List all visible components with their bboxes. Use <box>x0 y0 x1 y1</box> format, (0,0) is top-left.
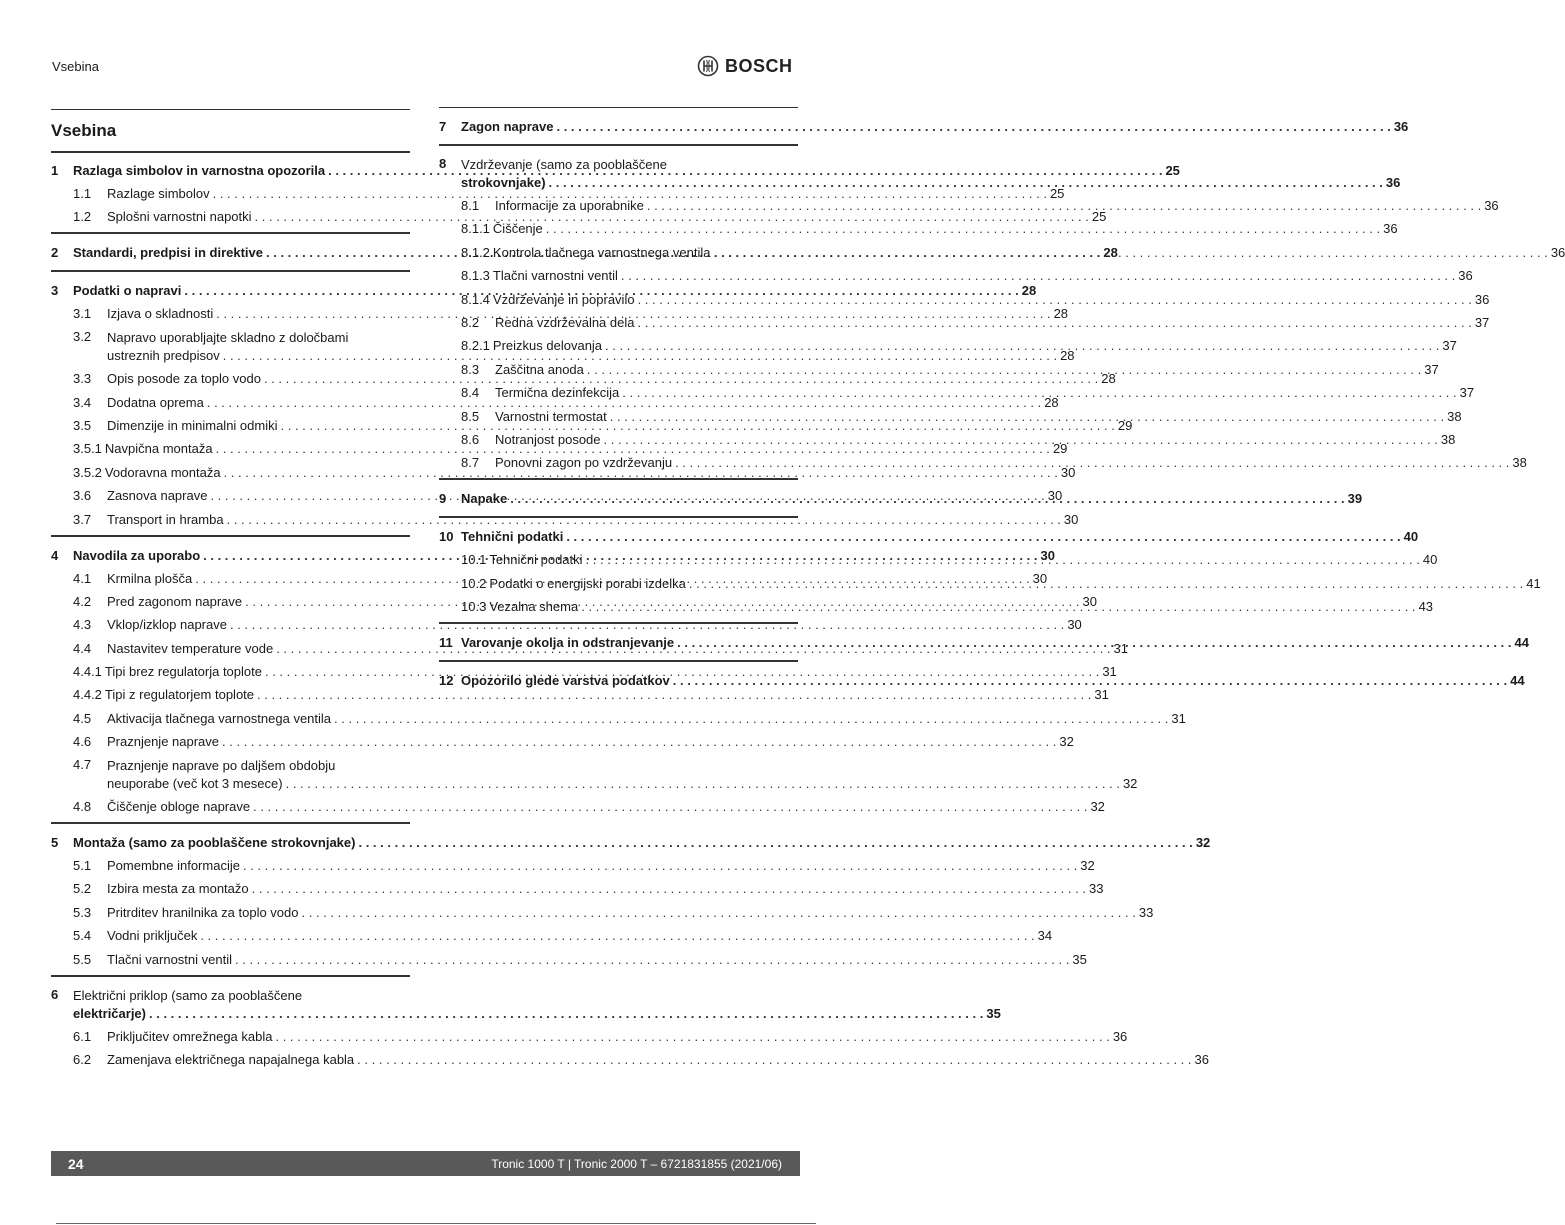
dot-leader <box>621 267 1455 285</box>
dot-leader <box>149 1005 983 1023</box>
entry-number: 5.4 <box>73 928 92 944</box>
section-divider <box>439 516 798 518</box>
toc-section <box>51 822 1211 969</box>
entry-title-continued: električarje) <box>73 1005 146 1021</box>
dot-leader <box>675 454 1509 472</box>
section-divider <box>51 232 410 234</box>
entry-number: 10.1 <box>461 552 487 568</box>
entry-title: Opozorilo glede varstva podatkov <box>461 673 670 689</box>
entry-number: 8.4 <box>461 385 480 401</box>
entry-number: 8.1 <box>461 198 480 213</box>
dot-leader <box>275 1028 1109 1046</box>
section-divider <box>439 478 798 480</box>
entry-title: Zamenjava električnega napajalnega kabla <box>107 1051 355 1067</box>
dot-leader <box>546 220 1380 238</box>
entry-title: Tlačni varnostni ventil <box>107 951 232 967</box>
entry-number: 3.1 <box>73 306 92 322</box>
entry-number: 3.2 <box>73 328 92 344</box>
entry-title: Vzdrževanje (samo za pooblaščene <box>461 157 667 172</box>
bosch-armature-icon <box>697 55 719 77</box>
entry-page: 30 <box>1040 547 1055 563</box>
entry-title: Navodila za uporabo <box>73 547 201 563</box>
entry-number: 8.1.4 <box>461 291 490 307</box>
entry-page: 28 <box>1101 371 1116 387</box>
entry-number: 4.3 <box>73 617 92 633</box>
entry-title: Zasnova naprave <box>107 488 208 504</box>
entry-number: 3.5.2 <box>73 464 102 480</box>
entry-page: 30 <box>1067 617 1082 633</box>
dot-leader <box>200 927 1034 945</box>
entry-title: Priključitev omrežnega kabla <box>107 1028 273 1044</box>
entry-page: 40 <box>1403 529 1419 545</box>
dot-leader <box>549 174 1383 192</box>
entry-page: 31 <box>1102 664 1117 680</box>
dot-leader <box>647 197 1481 215</box>
entry-number: 4.5 <box>73 710 92 726</box>
entry-title: Vzdrževanje in popravilo <box>492 291 635 307</box>
entry-page: 44 <box>1514 635 1529 651</box>
toc-subsection-entry[interactable] <box>51 798 1105 816</box>
entry-title: Tlačni varnostni ventil <box>492 268 618 284</box>
entry-number: 4.8 <box>73 799 92 815</box>
entry-number: 1.1 <box>73 186 92 201</box>
entry-number: 8.2 <box>461 314 480 330</box>
entry-number: 3.3 <box>73 371 92 387</box>
entry-title: Ponovni zagon po vzdrževanju <box>495 455 673 471</box>
dot-leader <box>556 118 1390 136</box>
dot-leader <box>235 951 1069 969</box>
dot-leader <box>677 634 1511 652</box>
entry-number: 12 <box>439 673 454 689</box>
toc-section-entry[interactable] <box>51 986 1001 1023</box>
entry-number: 6 <box>51 986 59 1002</box>
toc-title: Vsebina <box>51 121 117 140</box>
toc-subsection-entry[interactable] <box>51 1028 1128 1046</box>
toc-subsection-entry[interactable] <box>439 267 1473 285</box>
entry-page: 30 <box>1063 511 1079 527</box>
entry-title: Tehnični podatki <box>461 529 564 545</box>
entry-title: Vodni priključek <box>107 928 198 944</box>
section-divider <box>439 107 798 108</box>
running-header: Vsebina <box>52 59 99 74</box>
brand-name: BOSCH <box>725 55 793 76</box>
entry-number: 6.1 <box>73 1028 92 1044</box>
entry-title: Krmilna plošča <box>107 570 193 586</box>
entry-number: 5.2 <box>73 881 92 897</box>
entry-page: 34 <box>1037 928 1053 944</box>
entry-number: 8.1.1 <box>461 221 490 237</box>
entry-title: Zagon naprave <box>461 119 554 134</box>
toc-subsection-entry[interactable] <box>51 511 1079 529</box>
entry-title: Napravo uporabljajte skladno z določbami <box>107 329 349 345</box>
entry-title: Dodatna oprema <box>107 394 204 410</box>
bottom-rule <box>56 1223 816 1224</box>
entry-number: 8.5 <box>461 408 480 424</box>
entry-page: 37 <box>1424 361 1439 377</box>
entry-title: Podatki o napravi <box>73 283 182 299</box>
entry-number: 10 <box>439 529 454 545</box>
entry-number: 8.6 <box>461 431 480 447</box>
entry-number: 5 <box>51 835 59 851</box>
entry-number: 2 <box>51 245 59 261</box>
entry-number: 10.3 <box>461 599 487 615</box>
dot-leader <box>586 551 1420 569</box>
toc-subsection-entry[interactable] <box>51 370 1116 388</box>
entry-title: Vklop/izklop naprave <box>107 617 227 633</box>
toc-subsection-entry[interactable] <box>51 464 1076 482</box>
dot-leader <box>358 834 1192 852</box>
entry-page: 33 <box>1138 904 1154 920</box>
entry-page: 36 <box>1383 221 1398 237</box>
entry-title: Nastavitev temperature vode <box>107 640 274 656</box>
entry-page: 32 <box>1195 835 1211 851</box>
entry-title: Izbira mesta za montažo <box>107 881 249 897</box>
entry-page: 36 <box>1550 244 1565 260</box>
entry-number: 5.5 <box>73 951 92 967</box>
entry-number: 5.3 <box>73 904 92 920</box>
entry-title-continued: ustreznih predpisov <box>107 347 220 363</box>
dot-leader <box>334 710 1168 728</box>
entry-number: 10.2 <box>461 575 487 591</box>
entry-page: 31 <box>1094 687 1109 703</box>
toc-section-entry[interactable] <box>439 118 1409 136</box>
entry-number: 11 <box>439 635 453 651</box>
entry-page: 33 <box>1088 881 1104 897</box>
toc-subsection-entry[interactable] <box>51 857 1095 875</box>
entry-page: 36 <box>1385 175 1401 190</box>
toc-section-entry[interactable] <box>51 834 1211 852</box>
dot-leader <box>253 798 1087 816</box>
section-divider <box>51 270 410 272</box>
entry-title: Dimenzije in minimalni odmiki <box>107 417 278 433</box>
entry-page: 25 <box>1165 163 1180 178</box>
dot-leader <box>673 672 1507 690</box>
entry-title: Notranjost posode <box>495 431 601 447</box>
dot-leader <box>566 528 1400 546</box>
entry-title: Praznjenje naprave <box>107 734 220 750</box>
entry-page: 32 <box>1059 734 1074 750</box>
entry-page: 30 <box>1060 464 1076 480</box>
dot-leader <box>605 337 1439 355</box>
entry-page: 28 <box>1103 245 1118 261</box>
toc-subsection-entry[interactable] <box>51 208 1107 226</box>
entry-page: 30 <box>1082 593 1097 609</box>
toc-subsection-entry[interactable] <box>51 927 1053 945</box>
toc-subsection-entry[interactable] <box>51 686 1109 704</box>
section-divider <box>439 622 798 624</box>
dot-leader <box>713 244 1547 262</box>
entry-title: Redna vzdrževalna dela <box>495 314 635 330</box>
entry-number: 3.5 <box>73 417 92 433</box>
entry-page: 38 <box>1447 408 1462 424</box>
entry-page: 38 <box>1512 455 1527 471</box>
dot-leader <box>357 1051 1191 1069</box>
entry-title: Montaža (samo za pooblaščene strokovnjake) <box>73 835 356 851</box>
dot-leader <box>604 431 1438 449</box>
entry-title: Splošni varnostni napotki <box>107 209 252 225</box>
entry-page: 29 <box>1117 417 1133 433</box>
entry-page: 35 <box>1072 951 1087 967</box>
entry-title: Zaščitna anoda <box>495 361 584 377</box>
entry-title: Vodoravna montaža <box>104 464 221 480</box>
entry-page: 36 <box>1474 291 1490 307</box>
entry-title: Podatki o energijski porabi izdelka <box>489 575 686 591</box>
dot-leader <box>222 733 1056 751</box>
entry-page: 31 <box>1171 710 1186 726</box>
entry-page: 35 <box>986 1005 1001 1021</box>
toc-subsection-entry[interactable] <box>439 197 1499 215</box>
section-divider <box>439 660 798 662</box>
entry-number: 8.1.2 <box>461 244 490 260</box>
entry-title: Razlaga simbolov in varnostna opozorila <box>73 163 326 178</box>
entry-number: 4.7 <box>73 756 92 772</box>
dot-leader <box>286 775 1120 793</box>
entry-title: Izjava o skladnosti <box>107 306 214 322</box>
entry-page: 36 <box>1484 198 1499 213</box>
entry-page: 32 <box>1122 775 1138 791</box>
entry-title: Čiščenje obloge naprave <box>107 799 251 815</box>
entry-title: Preizkus delovanja <box>492 338 603 354</box>
entry-number: 5.1 <box>73 858 92 874</box>
dot-leader <box>581 598 1415 616</box>
entry-number: 9 <box>439 491 447 507</box>
toc-subsection-entry[interactable] <box>439 220 1398 238</box>
entry-number: 3.7 <box>73 511 92 527</box>
entry-page: 28 <box>1060 347 1075 363</box>
entry-title: Tipi z regulatorjem toplote <box>104 687 255 703</box>
entry-title-continued: strokovnjake) <box>461 175 546 190</box>
entry-title: Informacije za uporabnike <box>495 198 644 213</box>
entry-title: Navpična montaža <box>104 441 213 457</box>
entry-title: Vezalna shema <box>489 599 579 615</box>
entry-number: 8 <box>439 156 447 171</box>
entry-number: 4.2 <box>73 593 92 609</box>
entry-title: Aktivacija tlačnega varnostnega ventila <box>107 710 332 726</box>
bosch-logo <box>697 55 793 77</box>
toc-subsection-entry[interactable] <box>51 710 1186 728</box>
entry-number: 7 <box>439 119 447 134</box>
toc-subsection-entry[interactable] <box>51 1051 1209 1069</box>
entry-number: 4.4 <box>73 640 92 656</box>
toc-subsection-entry[interactable] <box>51 440 1068 458</box>
entry-number: 8.2.1 <box>461 338 490 354</box>
entry-title: Praznjenje naprave po daljšem obdobju <box>107 757 336 773</box>
section-divider <box>51 535 410 537</box>
entry-number: 8.1.3 <box>461 268 490 284</box>
entry-title: Razlage simbolov <box>107 186 210 201</box>
toc-subsection-entry[interactable] <box>51 616 1082 634</box>
entry-title: Tipi brez regulatorja toplote <box>104 664 262 680</box>
entry-title: Opis posode za toplo vodo <box>107 371 261 387</box>
toc-subsection-entry[interactable] <box>51 394 1059 412</box>
entry-number: 3 <box>51 283 59 299</box>
entry-number: 4 <box>51 547 59 563</box>
entry-page: 31 <box>1113 640 1129 656</box>
toc-section <box>439 107 1409 136</box>
entry-page: 36 <box>1458 268 1473 284</box>
entry-number: 3.4 <box>73 394 92 410</box>
entry-number: 6.2 <box>73 1051 92 1067</box>
toc-section-entry[interactable] <box>439 528 1419 546</box>
entry-page: 30 <box>1032 570 1048 586</box>
entry-number: 4.6 <box>73 734 92 750</box>
entry-number: 4.4.1 <box>73 664 102 680</box>
entry-page: 32 <box>1080 858 1095 874</box>
entry-page: 28 <box>1044 394 1059 410</box>
entry-title-continued: neuporabe (več kot 3 mesece) <box>107 775 283 791</box>
toc-subsection-entry[interactable] <box>51 904 1154 922</box>
entry-title: Električni priklop (samo za pooblaščene <box>73 987 303 1003</box>
section-divider <box>51 975 410 977</box>
dot-leader <box>587 361 1421 379</box>
entry-page: 43 <box>1418 599 1434 615</box>
entry-page: 28 <box>1021 283 1037 299</box>
entry-number: 8.3 <box>461 361 480 377</box>
entry-number: 3.5.1 <box>73 441 102 457</box>
entry-page: 40 <box>1422 552 1438 568</box>
entry-page: 37 <box>1474 314 1490 330</box>
entry-title: Varovanje okolja in odstranjevanje <box>461 635 675 651</box>
entry-page: 25 <box>1091 209 1107 225</box>
entry-page: 28 <box>1053 306 1069 322</box>
toc-subsection-entry[interactable] <box>51 880 1104 898</box>
entry-title: Varnostni termostat <box>495 408 607 424</box>
entry-number: 4.1 <box>73 570 92 586</box>
entry-title: Standardi, predpisi in direktive <box>73 245 263 261</box>
toc-subsection-entry[interactable] <box>51 733 1074 751</box>
dot-leader <box>243 857 1077 875</box>
section-divider <box>439 144 798 146</box>
dot-leader <box>638 291 1472 309</box>
entry-page: 39 <box>1347 491 1363 507</box>
entry-title: Čiščenje <box>492 221 543 237</box>
dot-leader <box>610 408 1444 426</box>
dot-leader <box>637 314 1471 332</box>
entry-title: Pritrditev hranilnika za toplo vodo <box>107 904 299 920</box>
entry-page: 37 <box>1442 338 1457 354</box>
dot-leader <box>302 904 1136 922</box>
entry-title: Pomembne informacije <box>107 858 240 874</box>
entry-page: 44 <box>1510 673 1525 689</box>
entry-title: Termična dezinfekcija <box>495 385 620 401</box>
entry-page: 37 <box>1459 385 1475 401</box>
page-number: 24 <box>68 1156 84 1172</box>
page-footer <box>51 1151 800 1176</box>
dot-leader <box>252 880 1086 898</box>
entry-title: Pred zagonom naprave <box>107 593 243 609</box>
toc-subsection-entry[interactable] <box>51 185 1065 203</box>
entry-page: 38 <box>1440 431 1456 447</box>
entry-number: 8.7 <box>461 455 480 471</box>
entry-number: 4.4.2 <box>73 687 102 703</box>
toc-subsection-entry[interactable] <box>51 756 1138 793</box>
entry-page: 41 <box>1526 575 1541 591</box>
entry-page: 36 <box>1194 1051 1209 1067</box>
toc-subsection-entry[interactable] <box>51 951 1087 969</box>
section-divider <box>51 822 410 824</box>
dot-leader <box>689 575 1523 593</box>
entry-page: 25 <box>1049 186 1065 201</box>
entry-title: Napake <box>461 491 508 507</box>
entry-page: 32 <box>1090 799 1105 815</box>
entry-title: Tehnični podatki <box>489 552 583 568</box>
document-reference: Tronic 1000 T | Tronic 2000 T – 6721831855 (2021/06) <box>491 1157 782 1171</box>
entry-page: 36 <box>1393 119 1409 134</box>
entry-title: Kontrola tlačnega varnostnega ventila <box>492 244 711 260</box>
entry-page: 30 <box>1047 488 1063 504</box>
dot-leader <box>510 490 1344 508</box>
toc-section <box>51 975 1209 1069</box>
entry-number: 1.2 <box>73 209 92 225</box>
entry-page: 36 <box>1112 1028 1128 1044</box>
entry-number: 3.6 <box>73 488 92 504</box>
entry-title: Transport in hramba <box>107 511 224 527</box>
dot-leader <box>622 384 1456 402</box>
toc-subsection-entry[interactable] <box>51 417 1133 435</box>
entry-number: 1 <box>51 163 59 178</box>
entry-page: 29 <box>1052 441 1068 457</box>
